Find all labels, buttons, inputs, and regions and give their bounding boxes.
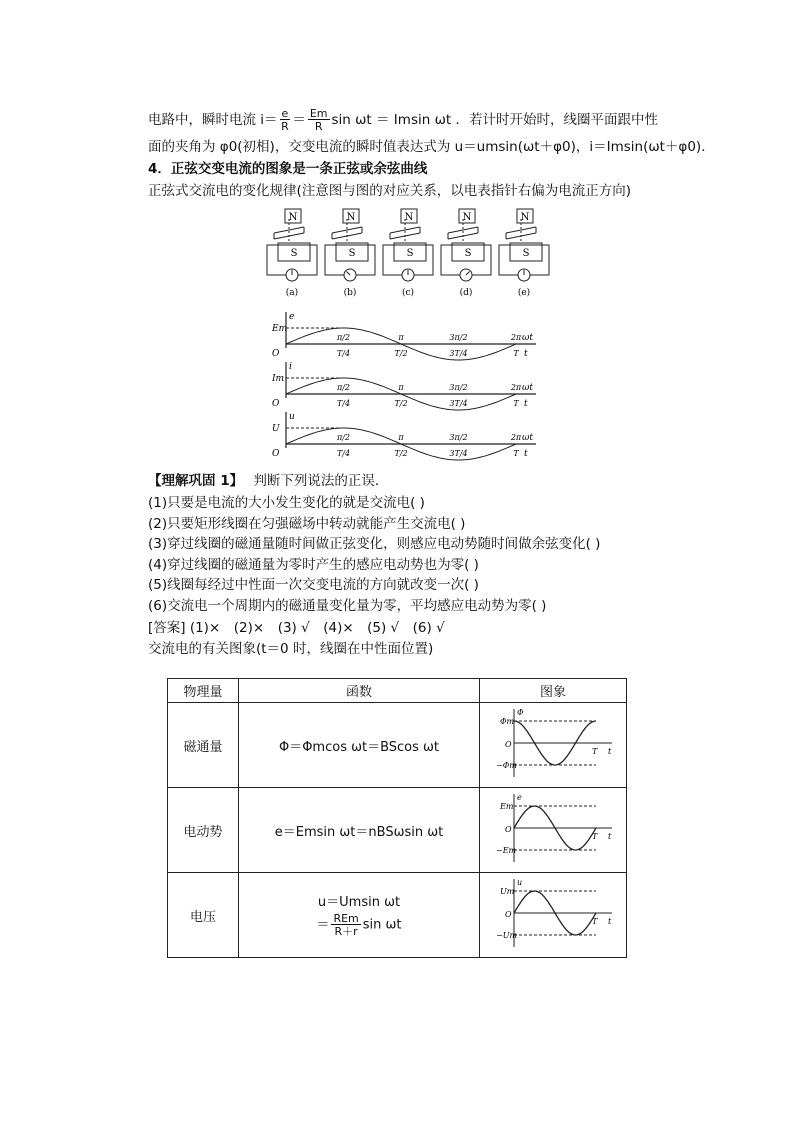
pole-s-label: S	[406, 248, 414, 259]
origin-label: O	[272, 449, 280, 459]
amplitude-label: Φm	[500, 717, 515, 726]
pole-s-label: S	[522, 248, 530, 259]
period-label: T	[592, 832, 598, 841]
flux-graph	[488, 705, 618, 781]
tick-label-time: T/4	[336, 399, 351, 408]
header-function: 函数	[239, 679, 480, 703]
origin-label: O	[272, 399, 280, 409]
pole-n-label: N	[404, 212, 414, 223]
tick-label-time: T	[513, 449, 519, 458]
tick-label-angle: 3π/2	[449, 383, 468, 392]
tick-label-time: 3T/4	[449, 399, 468, 408]
tick-label-angle: 3π/2	[449, 333, 468, 342]
formula-line-2: 面的夹角为 φ0(初相)，交变电流的瞬时值表达式为 u＝umsin(ωt＋φ0)，i＝Imsin(ωt＋φ0)．	[148, 139, 715, 155]
table-row	[168, 873, 627, 958]
fraction-em-over-r: $\frac{Em}{R}$	[309, 107, 328, 133]
exercise-item: (5)线圈每经过中性面一次交变电流的方向就改变一次( )	[148, 577, 479, 594]
pole-s-label: S	[290, 248, 298, 259]
y-label: e	[517, 793, 522, 802]
exercise-title: 【理解巩固 1】	[148, 473, 244, 489]
amplitude-label: Em	[500, 802, 514, 811]
tick-label-angle: π	[398, 433, 404, 442]
row-name: 磁通量	[168, 703, 239, 788]
x-axis-label-t: t	[524, 449, 528, 459]
amplitude-label: Em	[272, 324, 288, 334]
origin-label: O	[272, 349, 280, 359]
tick-label-angle: π	[398, 383, 404, 392]
generator-rotation-figure	[262, 205, 562, 300]
pole-n-label: N	[520, 212, 530, 223]
generator-unit	[267, 209, 317, 298]
tick-label-time: T	[513, 349, 519, 358]
row-graph	[480, 788, 627, 873]
voltage-graph	[488, 875, 618, 951]
formula-u-fraction: ＝ $\frac{\text{REm}}{R+r}$ sin ωt	[316, 912, 402, 938]
amplitude-label: Im	[272, 374, 285, 384]
y-axis-label: i	[289, 362, 292, 372]
header-graph: 图象	[480, 679, 627, 703]
y-label: u	[517, 878, 523, 887]
table-header-row	[168, 679, 627, 703]
t-label: t	[608, 832, 612, 841]
figure-label: (e)	[517, 288, 531, 298]
negative-amplitude-label: −Φm	[496, 761, 517, 770]
tick-label-angle: 3π/2	[449, 433, 468, 442]
period-label: T	[592, 747, 598, 756]
amplitude-label: Um	[500, 887, 515, 896]
pole-s-label: S	[464, 248, 472, 259]
text-segment: 电路中，瞬时电流 i＝	[148, 112, 278, 128]
wave-graph	[271, 362, 536, 410]
table-intro: 交流电的有关图象(t＝0 时，线圈在中性面位置)	[148, 641, 434, 657]
emf-graph	[488, 790, 618, 866]
text-segment: sin ωt ＝ Imsin ωt ．若计时开始时，线圈平面跟中性	[331, 112, 658, 128]
row-name: 电压	[168, 873, 239, 958]
intro-line: 正弦式交流电的变化规律(注意图与图的对应关系，以电表指针右偏为电流正方向)	[148, 183, 632, 199]
x-axis-label-omega-t: ωt	[522, 333, 533, 343]
fraction-e-over-r: $\frac{e}{R}$	[281, 107, 289, 133]
negative-amplitude-label: −Em	[496, 846, 517, 855]
x-axis-label-t: t	[524, 399, 528, 409]
row-formula	[239, 873, 480, 958]
tick-label-time: 3T/4	[449, 449, 468, 458]
header-quantity: 物理量	[168, 679, 239, 703]
formula-u: u＝Umsin ωt	[317, 895, 401, 910]
x-axis-label-t: t	[524, 349, 528, 359]
table-row	[168, 703, 627, 788]
exercise-item: (1)只要是电流的大小发生变化的就是交流电( )	[148, 495, 425, 511]
wave-graph	[272, 412, 536, 460]
section-heading-4: 4．正弦交变电流的图象是一条正弦或余弦曲线	[148, 161, 428, 177]
tick-label-time: 3T/4	[449, 349, 468, 358]
tick-label-time: T	[513, 399, 519, 408]
y-axis-label: e	[289, 312, 295, 322]
exercise-item: (2)只要矩形线圈在匀强磁场中转动就能产生交流电( )	[148, 515, 466, 532]
generator-unit	[499, 209, 549, 298]
period-label: T	[592, 917, 598, 926]
t-label: t	[608, 917, 612, 926]
exercise-item: (3)穿过线圈的磁通量随时间做正弦变化，则感应电动势随时间做余弦变化( )	[148, 536, 601, 553]
ac-graph-table	[167, 678, 627, 958]
tick-label-time: T/2	[394, 449, 408, 458]
row-formula: e＝Emsin ωt＝nBSωsin ωt	[239, 788, 480, 873]
origin-label: O	[505, 740, 512, 749]
row-formula: Φ＝Φmcos ωt＝BScos ωt	[239, 703, 480, 788]
figure-label: (a)	[285, 288, 299, 298]
negative-amplitude-label: −Um	[496, 931, 518, 940]
exercise-item: (4)穿过线圈的磁通量为零时产生的感应电动势也为零( )	[148, 556, 479, 573]
pole-n-label: N	[346, 212, 356, 223]
x-axis-label-omega-t: ωt	[522, 383, 533, 393]
tick-label-angle: 2π	[510, 333, 522, 342]
amplitude-label: U	[272, 424, 280, 434]
tick-label-time: T/2	[394, 399, 408, 408]
row-name: 电动势	[168, 788, 239, 873]
formula-line-1	[148, 108, 658, 132]
tick-label-time: T/4	[336, 349, 351, 358]
pole-n-label: N	[288, 212, 298, 223]
figure-label: (b)	[343, 288, 357, 298]
tick-label-angle: π/2	[336, 383, 351, 392]
y-label: Φ	[517, 708, 524, 717]
generator-unit	[383, 209, 433, 298]
row-graph	[480, 703, 627, 788]
t-label: t	[608, 747, 612, 756]
tick-label-angle: 2π	[510, 383, 522, 392]
tick-label-angle: π	[398, 333, 404, 342]
text-segment: ＝	[292, 112, 306, 128]
answer-line: [答案] (1)× (2)× (3) √ (4)× (5) √ (6) √	[148, 620, 445, 636]
x-axis-label-omega-t: ωt	[522, 433, 533, 443]
y-axis-label: u	[289, 412, 295, 422]
origin-label: O	[505, 825, 512, 834]
table-row	[168, 788, 627, 873]
exercise-item: (6)交流电一个周期内的磁通量变化量为零，平均感应电动势为零( )	[148, 598, 547, 614]
row-graph	[480, 873, 627, 958]
tick-label-time: T/2	[394, 349, 408, 358]
wave-graphs-figure	[268, 310, 558, 465]
tick-label-time: T/4	[336, 449, 351, 458]
exercise-header	[148, 472, 388, 490]
pole-n-label: N	[462, 212, 472, 223]
generator-unit	[325, 209, 375, 298]
generator-unit	[441, 209, 491, 298]
wave-graph	[271, 312, 536, 360]
figure-label: (c)	[401, 288, 415, 298]
exercise-prompt: 判断下列说法的正误．	[253, 473, 389, 489]
tick-label-angle: π/2	[336, 433, 351, 442]
origin-label: O	[505, 910, 512, 919]
tick-label-angle: π/2	[336, 333, 351, 342]
tick-label-angle: 2π	[510, 433, 522, 442]
figure-label: (d)	[459, 288, 473, 298]
pole-s-label: S	[348, 248, 356, 259]
